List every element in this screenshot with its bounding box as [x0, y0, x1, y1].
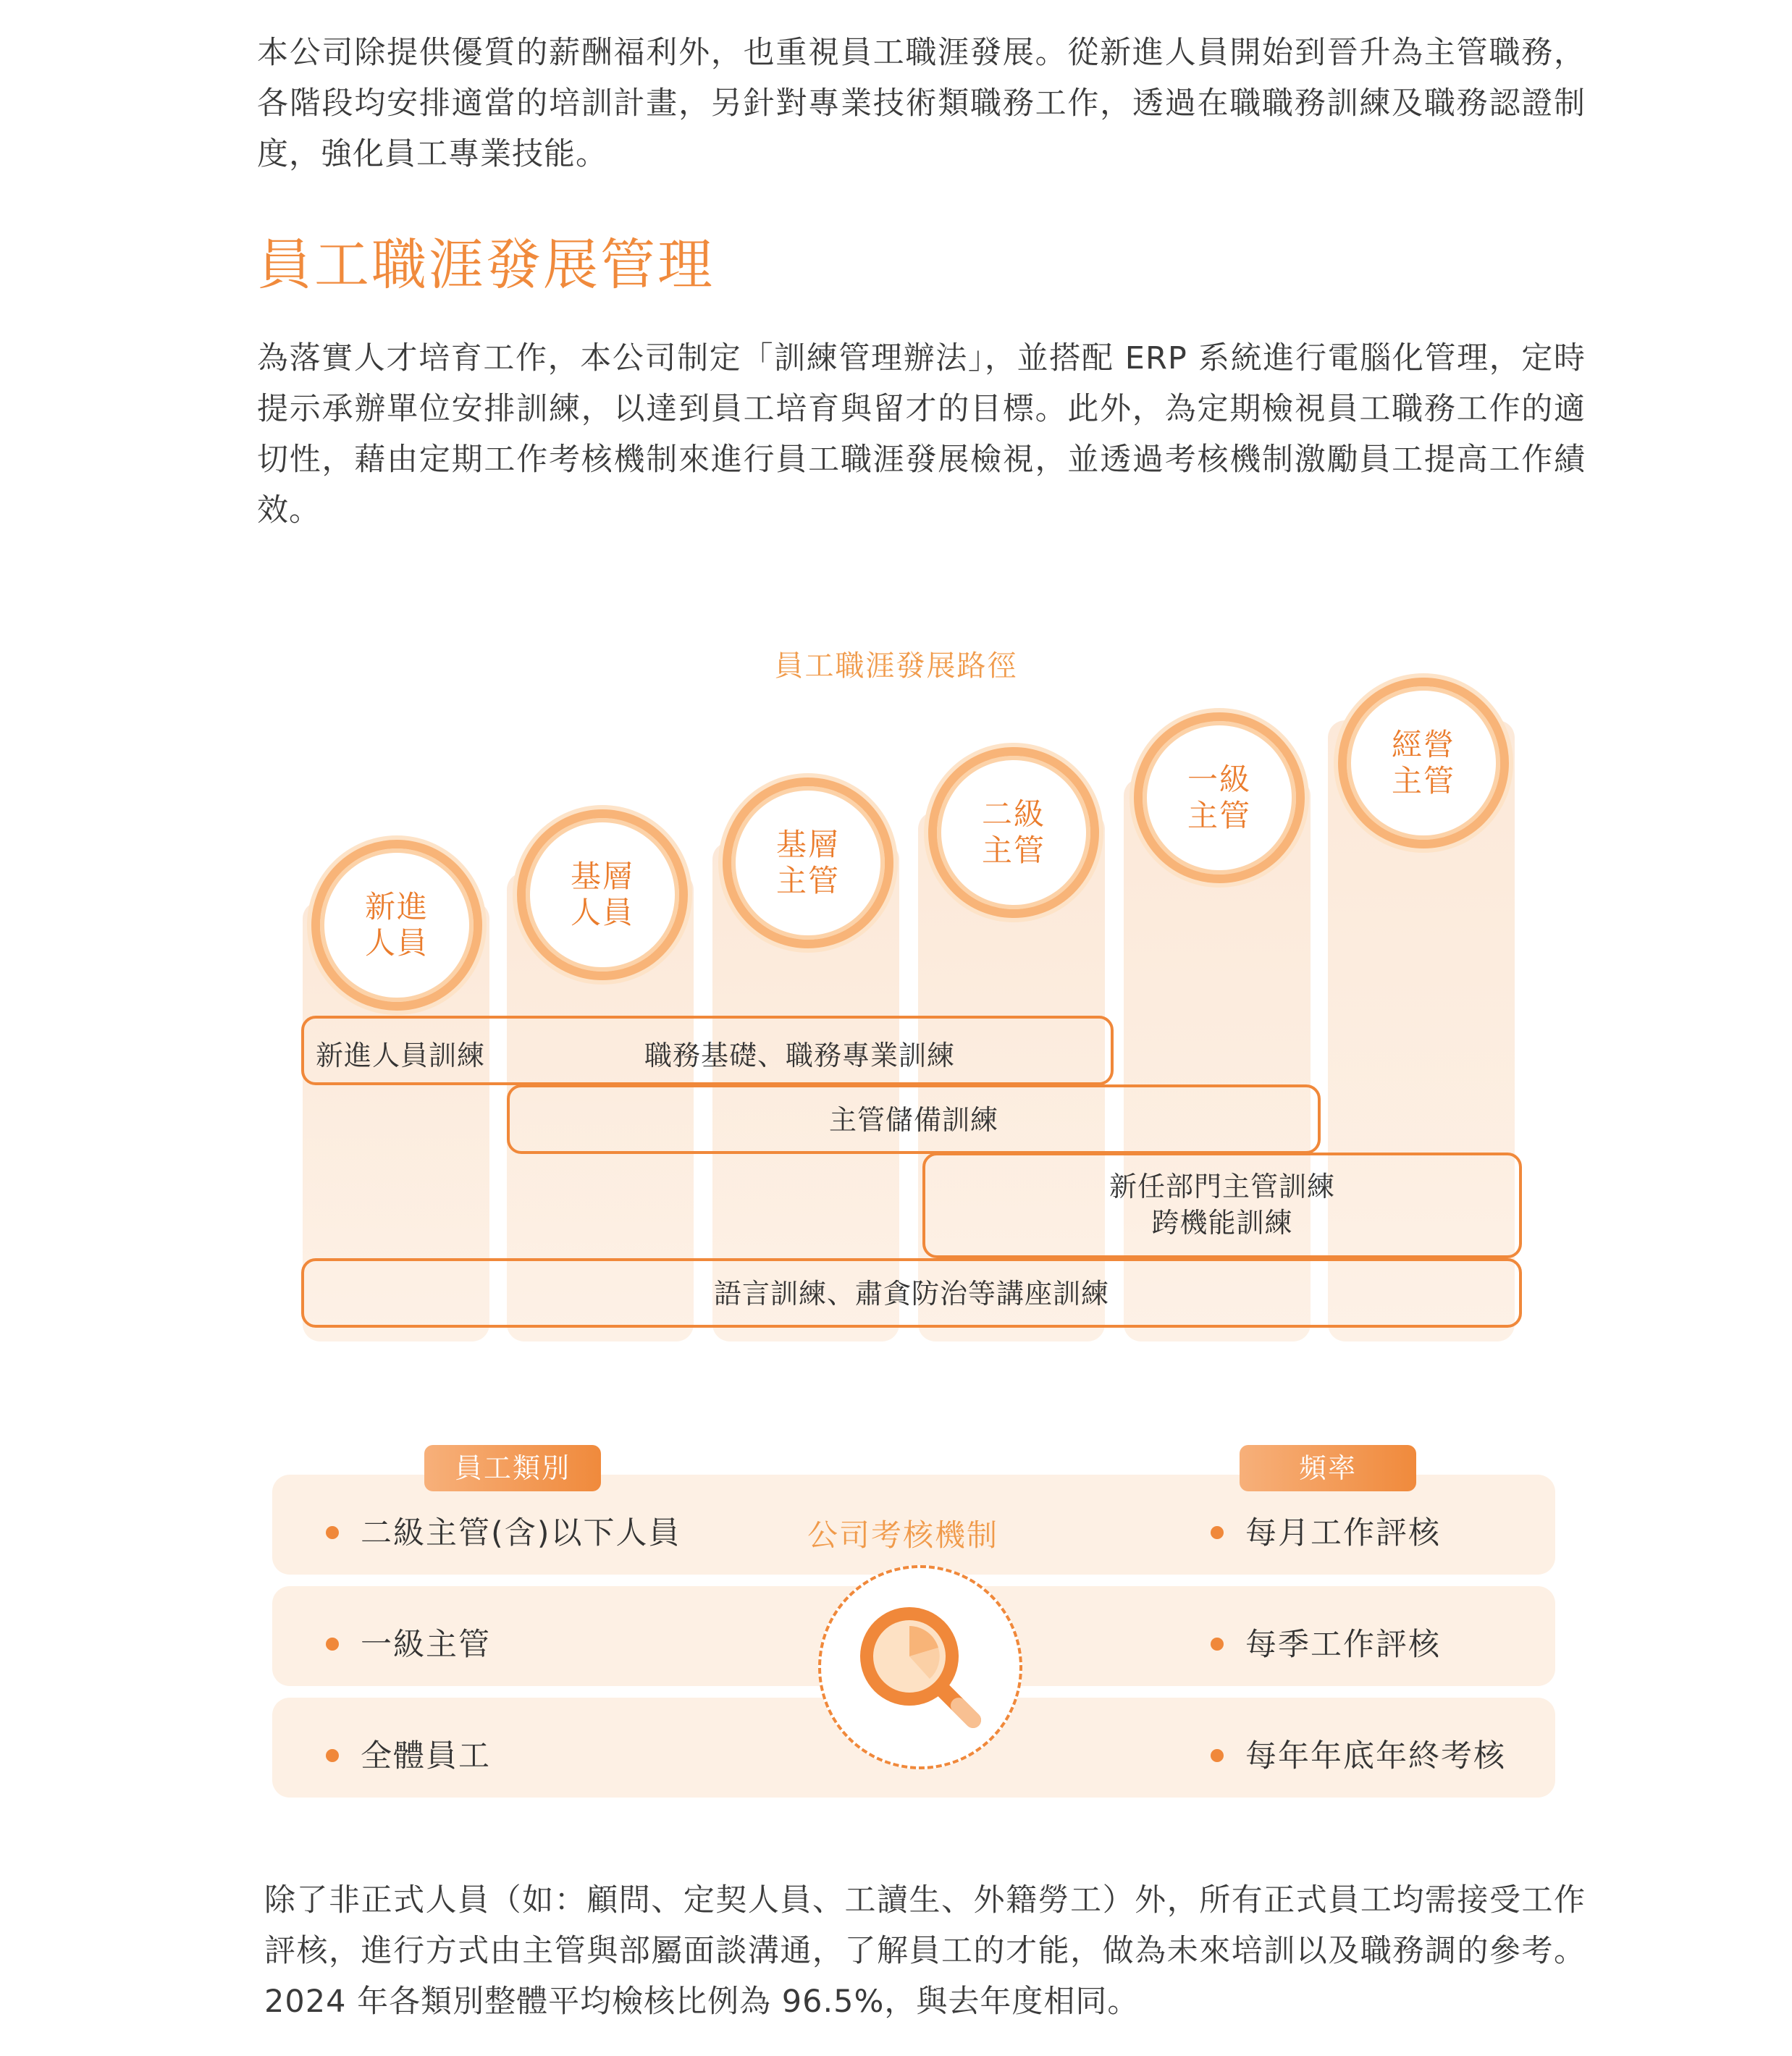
training-new-staff: 新進人員訓練	[316, 1040, 486, 1071]
training-cross-function: 跨機能訓練	[1151, 1207, 1293, 1239]
bullet-dot	[326, 1749, 339, 1762]
bullet-dot	[1211, 1526, 1224, 1539]
closing-paragraph: 除了非正式人員（如：顧問、定契人員、工讀生、外籍勞工）外，所有正式員工均需接受工作評核，進行方式由主管與部屬面談溝通，了解員工的才能，做為未來培訓以及職務調的參考。2024 年各類別整體平均檢核比例為 96.5%，與去年度相同。	[264, 1882, 1586, 2020]
evaluation-icon-circle	[818, 1565, 1022, 1769]
training-bar-reserve-supervisor	[507, 1084, 1321, 1154]
evaluation-title: 公司考核機制	[807, 1517, 999, 1553]
magnifier-pie-chart-icon	[821, 1568, 1019, 1766]
bullet-dot	[326, 1526, 339, 1539]
frequency-3: 每年年底年終考核	[1211, 1735, 1506, 1778]
training-job-basic: 職務基礎、職務專業訓練	[644, 1040, 956, 1071]
training-bar-new-and-basic	[301, 1016, 1114, 1085]
frequency-2: 每季工作評核	[1211, 1623, 1441, 1667]
frequency-tag: 頻率	[1240, 1445, 1416, 1491]
employee-type-1: 二級主管(含)以下人員	[326, 1512, 681, 1555]
employee-type-3: 全體員工	[326, 1735, 491, 1778]
intro-paragraph: 本公司除提供優質的薪酬福利外，也重視員工職涯發展。從新進人員開始到晉升為主管職務，各階段均安排適當的培訓計畫，另針對專業技術類職務工作，透過在職職務訓練及職務認證制度，強化員工專業技能。	[257, 35, 1586, 172]
training-general: 語言訓練、肅貪防治等講座訓練	[713, 1278, 1109, 1310]
employee-type-2: 一級主管	[326, 1623, 491, 1667]
training-bar-new-dept-head	[922, 1153, 1522, 1258]
training-bar-general	[301, 1258, 1522, 1328]
level-circle-executive: 經營 主管	[1338, 678, 1509, 848]
career-path-title: 員工職涯發展路徑	[774, 649, 1018, 683]
level-circle-new-staff: 新進 人員	[311, 840, 482, 1011]
level-circle-junior-staff: 基層 人員	[517, 809, 688, 980]
level-circle-junior-supervisor: 基層 主管	[723, 778, 893, 948]
bullet-dot	[326, 1638, 339, 1651]
employee-type-tag: 員工類別	[424, 1445, 601, 1491]
training-new-dept-head: 新任部門主管訓練	[1109, 1171, 1335, 1202]
level-circle-first-level-supervisor: 一級 主管	[1134, 712, 1305, 883]
bullet-dot	[1211, 1638, 1224, 1651]
section-paragraph: 為落實人才培育工作，本公司制定「訓練管理辦法」，並搭配 ERP 系統進行電腦化管理，定時提示承辦單位安排訓練，以達到員工培育與留才的目標。此外，為定期檢視員工職務工作的適切性，藉由定期工作考核機制來進行員工職涯發展檢視，並透過考核機制激勵員工提高工作績效。	[257, 340, 1586, 528]
bullet-dot	[1211, 1749, 1224, 1762]
level-circle-second-level-supervisor: 二級 主管	[928, 747, 1099, 918]
frequency-1: 每月工作評核	[1211, 1512, 1441, 1555]
training-reserve-supervisor: 主管儲備訓練	[828, 1104, 998, 1136]
section-heading: 員工職涯發展管理	[257, 232, 715, 297]
